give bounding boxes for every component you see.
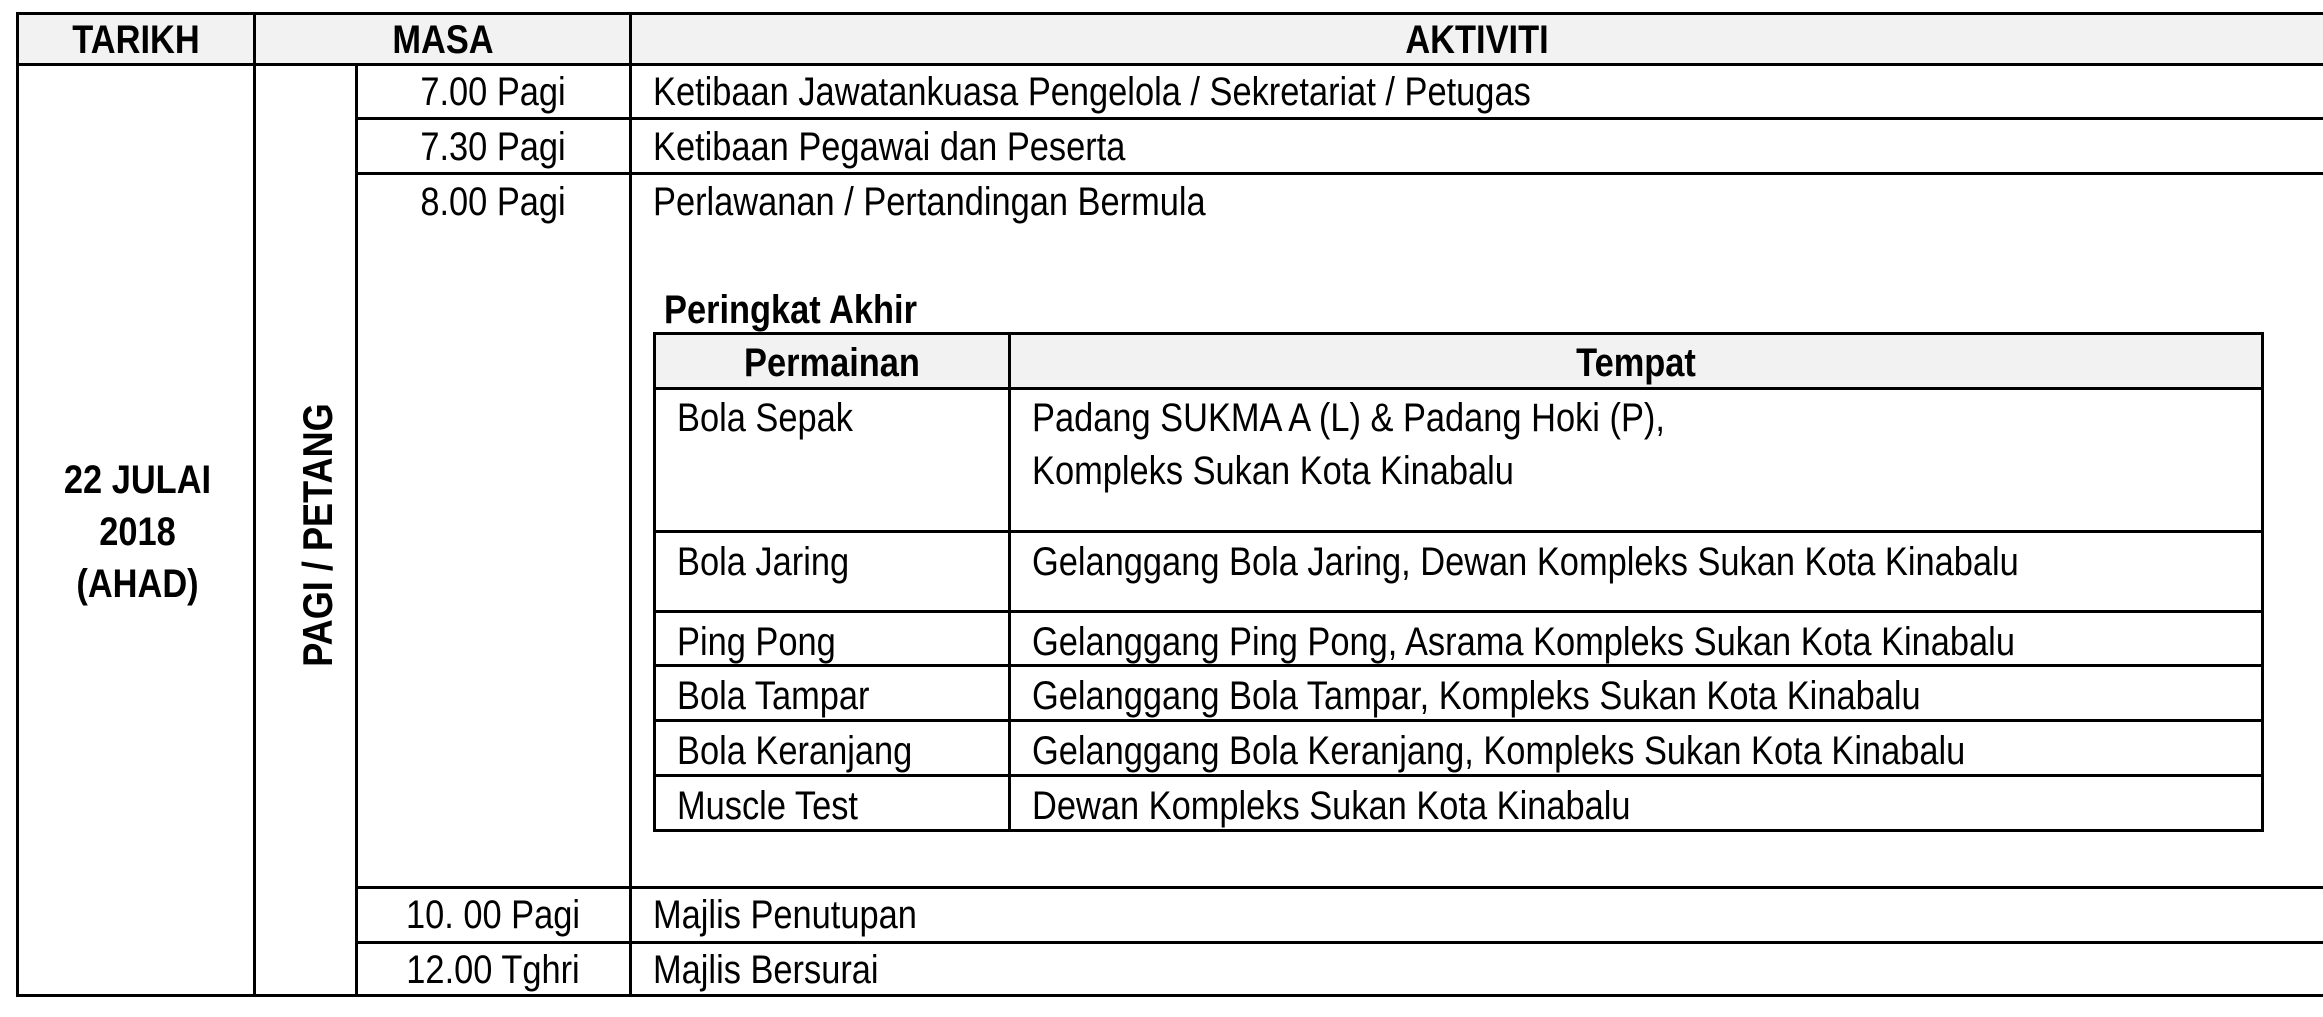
row-divider-3 [355, 886, 2323, 889]
header-divider [16, 63, 2323, 66]
finals-game-cell: Muscle Test [677, 784, 858, 828]
activity-cell: Ketibaan Jawatankuasa Pengelola / Sekretariat / Petugas [653, 70, 1531, 114]
time-cell: 12.00 Tghri [406, 948, 580, 992]
finals-game-cell: Bola Jaring [677, 540, 850, 584]
finals-venue-cell: Gelanggang Bola Keranjang, Kompleks Sukan Kota Kinabalu [1032, 729, 1966, 773]
time-cell: 7.00 Pagi [420, 70, 566, 114]
finals-border-right [2261, 332, 2264, 832]
activity-cell: Ketibaan Pegawai dan Peserta [653, 125, 1126, 169]
outer-border-left [16, 12, 19, 997]
finals-row-line-4 [653, 664, 2264, 667]
finals-venue-cell: Dewan Kompleks Sukan Kota Kinabalu [1032, 784, 1631, 828]
time-cell: 7.30 Pagi [420, 125, 566, 169]
finals-row-line-1 [653, 387, 2264, 390]
finals-venue-cell: Padang SUKMA A (L) & Padang Hoki (P), [1032, 396, 1665, 440]
date-line-3: (AHAD) [76, 562, 199, 606]
activity-cell: Perlawanan / Pertandingan Bermula [653, 180, 1206, 224]
col-divider-aktiviti [629, 12, 632, 997]
finals-border-bottom [653, 829, 2264, 832]
activity-cell: Majlis Penutupan [653, 893, 917, 937]
finals-row-line-3 [653, 610, 2264, 613]
finals-venue-cell: Gelanggang Bola Tampar, Kompleks Sukan Kota Kinabalu [1032, 674, 1921, 718]
row-divider-2 [355, 172, 2323, 175]
finals-venue-cell: Gelanggang Ping Pong, Asrama Kompleks Sukan Kota Kinabalu [1032, 620, 2015, 664]
finals-header-game: Permainan [744, 341, 920, 385]
outer-border-top [16, 12, 2323, 15]
date-line-2: 2018 [99, 510, 176, 554]
session-label: PAGI / PETANG [294, 403, 341, 667]
col-divider-tarikh [253, 12, 256, 997]
finals-border-top [653, 332, 2264, 335]
finals-venue-cell-line2: Kompleks Sukan Kota Kinabalu [1032, 449, 1514, 493]
header-tarikh: TARIKH [72, 18, 200, 62]
row-divider-1 [355, 117, 2323, 120]
row-divider-4 [355, 941, 2323, 944]
time-cell: 10. 00 Pagi [405, 893, 581, 937]
finals-row-line-6 [653, 774, 2264, 777]
finals-col-divider [1008, 332, 1011, 832]
finals-venue-cell: Gelanggang Bola Jaring, Dewan Kompleks Sukan Kota Kinabalu [1032, 540, 2019, 584]
finals-game-cell: Ping Pong [677, 620, 836, 664]
header-aktiviti: AKTIVITI [1405, 18, 1549, 62]
time-cell: 8.00 Pagi [420, 180, 566, 224]
finals-border-left [653, 332, 656, 832]
activity-cell: Majlis Bersurai [653, 948, 879, 992]
finals-game-cell: Bola Keranjang [677, 729, 913, 773]
finals-game-cell: Bola Sepak [677, 396, 853, 440]
date-line-1: 22 JULAI [63, 458, 212, 502]
finals-header-venue: Tempat [1576, 341, 1696, 385]
header-row-background [18, 14, 2323, 64]
header-masa: MASA [392, 18, 494, 62]
finals-title: Peringkat Akhir [664, 288, 917, 332]
finals-row-line-5 [653, 719, 2264, 722]
finals-game-cell: Bola Tampar [677, 674, 870, 718]
outer-border-bottom [16, 994, 2323, 997]
col-divider-session [355, 63, 358, 997]
finals-row-line-2 [653, 530, 2264, 533]
